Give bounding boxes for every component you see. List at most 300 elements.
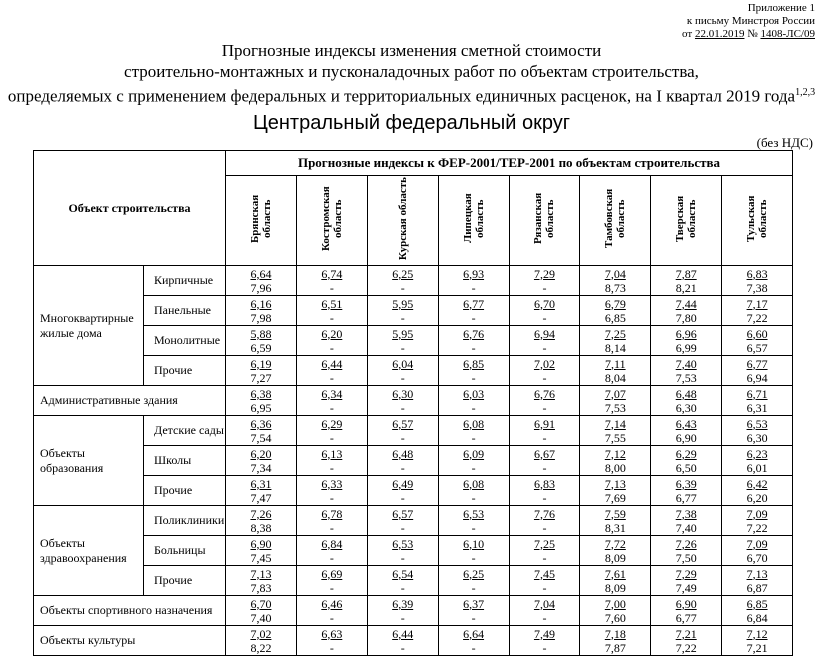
ter-index: - [329, 280, 334, 295]
table-row [34, 296, 793, 326]
fer-index: 6,85 [746, 596, 768, 611]
ter-index: 7,50 [675, 550, 697, 565]
ter-index: - [400, 550, 405, 565]
index-cell [580, 476, 651, 506]
ter-index: 8,22 [250, 640, 272, 655]
index-cell [651, 416, 722, 446]
index-cell [722, 356, 793, 386]
ter-index: - [400, 580, 405, 595]
fer-index: 6,77 [463, 296, 485, 311]
fer-index: 7,25 [533, 536, 555, 551]
ter-index: 8,31 [604, 520, 626, 535]
ter-index: 7,55 [604, 430, 626, 445]
index-cell [367, 596, 438, 626]
fer-index: 6,79 [604, 296, 626, 311]
ter-index: - [471, 430, 476, 445]
fer-index: 6,48 [675, 386, 697, 401]
ter-index: 7,21 [746, 640, 768, 655]
fer-index: 6,31 [250, 476, 272, 491]
ter-index: - [471, 370, 476, 385]
index-cell [722, 266, 793, 296]
fer-index: 7,87 [675, 266, 697, 281]
index-cell [367, 326, 438, 356]
index-cell [580, 356, 651, 386]
fer-index: 7,04 [604, 266, 626, 281]
index-cell [509, 536, 580, 566]
index-cell [580, 596, 651, 626]
ter-index: - [329, 430, 334, 445]
index-cell [438, 416, 509, 446]
index-cell [438, 326, 509, 356]
ter-index: - [329, 310, 334, 325]
region-header [722, 176, 793, 266]
ter-index: 7,53 [675, 370, 697, 385]
fer-index: 7,72 [604, 536, 626, 551]
subcategory-cell: Поликлиники [144, 506, 226, 536]
ter-index: - [542, 550, 547, 565]
ter-index: - [471, 400, 476, 415]
index-cell [580, 386, 651, 416]
index-cell [509, 416, 580, 446]
fer-index: 6,29 [675, 446, 697, 461]
ter-index: 7,38 [746, 280, 768, 295]
category-cell: Объекты культуры [34, 626, 226, 656]
index-cell [296, 296, 367, 326]
fer-index: 6,04 [392, 356, 414, 371]
index-cell [580, 326, 651, 356]
index-cell [438, 446, 509, 476]
index-cell [438, 386, 509, 416]
fer-index: 7,02 [533, 356, 555, 371]
fer-index: 6,53 [463, 506, 485, 521]
fer-index: 5,95 [392, 296, 414, 311]
annex-line2: к письму Минстроя России [686, 15, 815, 27]
index-cell [722, 476, 793, 506]
category-cell: Объекты спортивного назначения [34, 596, 226, 626]
index-cell [367, 476, 438, 506]
index-cell [509, 386, 580, 416]
ter-index: - [542, 310, 547, 325]
ter-index: 7,69 [604, 490, 626, 505]
fer-index: 6,78 [321, 506, 343, 521]
table-row [34, 476, 793, 506]
index-cell [722, 536, 793, 566]
index-cell [296, 326, 367, 356]
ter-index: - [471, 460, 476, 475]
ter-index: - [400, 640, 405, 655]
ter-index: 7,40 [250, 610, 272, 625]
ter-index: 7,53 [604, 400, 626, 415]
fer-index: 6,64 [463, 626, 485, 641]
ter-index: - [471, 610, 476, 625]
fer-index: 6,83 [746, 266, 768, 281]
fer-index: 6,76 [533, 386, 555, 401]
ter-index: 8,04 [604, 370, 626, 385]
fer-index: 6,70 [533, 296, 555, 311]
index-cell [296, 536, 367, 566]
index-cell [367, 356, 438, 386]
index-cell [226, 296, 297, 326]
index-cell [722, 506, 793, 536]
fer-index: 7,21 [675, 626, 697, 641]
table-row [34, 596, 793, 626]
ter-index: 8,09 [604, 550, 626, 565]
index-cell [651, 476, 722, 506]
index-cell [296, 386, 367, 416]
fer-index: 7,59 [604, 506, 626, 521]
fer-index: 7,13 [604, 476, 626, 491]
annex-number: 1408-ЛС/09 [760, 28, 815, 40]
region-name: Курская область [396, 176, 409, 261]
ter-index: 7,54 [250, 430, 272, 445]
ter-index: - [329, 550, 334, 565]
region-header [509, 176, 580, 266]
region-name: Липецкая область [461, 193, 486, 244]
index-cell [651, 596, 722, 626]
ter-index: 6,84 [746, 610, 768, 625]
index-cell [226, 506, 297, 536]
title-line3: определяемых с применением федеральных и территориальных единичных расценок, на I квартал 2019 года$^{1,2,3}$ [7, 86, 816, 106]
ter-index: 6,20 [746, 490, 768, 505]
index-cell [367, 626, 438, 656]
ter-index: 7,96 [250, 280, 272, 295]
fer-index: 6,91 [533, 416, 555, 431]
ter-index: - [400, 310, 405, 325]
fer-index: 7,29 [675, 566, 697, 581]
index-cell [367, 566, 438, 596]
fer-index: 7,13 [250, 566, 272, 581]
category-cell: Административные здания [34, 386, 226, 416]
index-cell [296, 626, 367, 656]
fer-index: 6,94 [533, 326, 555, 341]
index-cell [296, 596, 367, 626]
index-cell [580, 626, 651, 656]
index-cell [226, 446, 297, 476]
ter-index: 7,45 [250, 550, 272, 565]
ter-index: - [542, 340, 547, 355]
region-name: Тульская область [745, 195, 770, 242]
index-cell [296, 446, 367, 476]
subcategory-cell: Прочие [144, 476, 226, 506]
fer-index: 7,38 [675, 506, 697, 521]
ter-index: - [400, 520, 405, 535]
index-cell [509, 506, 580, 536]
ter-index: 6,70 [746, 550, 768, 565]
index-cell [722, 626, 793, 656]
ter-index: 8,00 [604, 460, 626, 475]
annex-line3: от 22.01.2019 № 1408-ЛС/09 [682, 28, 815, 40]
region-name: Тамбовская область [603, 188, 628, 249]
ter-index: 6,77 [675, 490, 697, 505]
index-cell [226, 356, 297, 386]
ter-index: 6,57 [746, 340, 768, 355]
index-cell [651, 296, 722, 326]
fer-index: 6,19 [250, 356, 272, 371]
fer-index: 6,57 [392, 416, 414, 431]
fer-index: 6,77 [746, 356, 768, 371]
table-row [34, 566, 793, 596]
index-cell [509, 596, 580, 626]
fer-index: 7,45 [533, 566, 555, 581]
table-row [34, 326, 793, 356]
fer-index: 6,49 [392, 476, 414, 491]
fer-index: 7,26 [250, 506, 272, 521]
index-cell [226, 416, 297, 446]
table-row [34, 356, 793, 386]
fer-index: 6,42 [746, 476, 768, 491]
table-row [34, 536, 793, 566]
index-cell [651, 446, 722, 476]
region-header [651, 176, 722, 266]
fer-index: 7,13 [746, 566, 768, 581]
index-cell [226, 476, 297, 506]
fer-index: 7,17 [746, 296, 768, 311]
index-cell [226, 536, 297, 566]
fer-index: 6,64 [250, 266, 272, 281]
fer-index: 5,88 [250, 326, 272, 341]
index-cell [722, 296, 793, 326]
annex-line1: Приложение 1 [747, 2, 815, 14]
ter-index: - [329, 340, 334, 355]
index-cell [226, 566, 297, 596]
ter-index: - [542, 520, 547, 535]
index-cell [580, 506, 651, 536]
ter-index: 6,90 [675, 430, 697, 445]
index-cell [651, 326, 722, 356]
ter-index: 6,95 [250, 400, 272, 415]
fer-index: 6,23 [746, 446, 768, 461]
fer-index: 6,36 [250, 416, 272, 431]
index-cell [651, 566, 722, 596]
subcategory-cell: Больницы [144, 536, 226, 566]
fer-index: 6,57 [392, 506, 414, 521]
index-cell [296, 506, 367, 536]
index-cell [722, 566, 793, 596]
fer-index: 6,16 [250, 296, 272, 311]
fer-index: 6,37 [463, 596, 485, 611]
fer-index: 6,39 [392, 596, 414, 611]
index-cell [226, 326, 297, 356]
index-cell [367, 416, 438, 446]
index-cell [438, 356, 509, 386]
fer-index: 6,76 [463, 326, 485, 341]
fer-index: 6,96 [675, 326, 697, 341]
ter-index: 6,94 [746, 370, 768, 385]
fer-index: 6,83 [533, 476, 555, 491]
index-cell [722, 326, 793, 356]
ter-index: - [329, 520, 334, 535]
fer-index: 6,84 [321, 536, 343, 551]
ter-index: 7,34 [250, 460, 272, 475]
subcategory-cell: Школы [144, 446, 226, 476]
fer-index: 7,12 [746, 626, 768, 641]
fer-index: 6,30 [392, 386, 414, 401]
fer-index: 6,60 [746, 326, 768, 341]
ter-index: - [471, 550, 476, 565]
ter-index: 8,73 [604, 280, 626, 295]
fer-index: 6,48 [392, 446, 414, 461]
ter-index: 7,98 [250, 310, 272, 325]
ter-index: - [542, 610, 547, 625]
ter-index: - [471, 520, 476, 535]
district-heading: Центральный федеральный округ [252, 112, 571, 134]
annex-date: 22.01.2019 [694, 28, 745, 40]
ter-index: - [542, 400, 547, 415]
fer-index: 7,18 [604, 626, 626, 641]
fer-index: 6,70 [250, 596, 272, 611]
fer-index: 6,53 [392, 536, 414, 551]
fer-index: 7,44 [675, 296, 697, 311]
nds-note: (без НДС) [756, 135, 813, 150]
fer-index: 6,20 [321, 326, 343, 341]
ter-index: 7,40 [675, 520, 697, 535]
index-cell [651, 386, 722, 416]
region-name: Рязанская область [532, 192, 557, 245]
fer-index: 7,40 [675, 356, 697, 371]
index-cell [509, 326, 580, 356]
ter-index: - [400, 280, 405, 295]
region-header [226, 176, 297, 266]
ter-index: - [329, 610, 334, 625]
index-cell [367, 386, 438, 416]
table-row [34, 446, 793, 476]
table-row [34, 386, 793, 416]
fer-index: 5,95 [392, 326, 414, 341]
title-footnote-refs: 1,2,3 [795, 87, 816, 98]
table-row [34, 506, 793, 536]
table-row [34, 416, 793, 446]
index-cell [509, 476, 580, 506]
fer-index: 7,14 [604, 416, 626, 431]
index-cell [651, 356, 722, 386]
fer-index: 7,09 [746, 506, 768, 521]
index-cell [438, 266, 509, 296]
index-cell [722, 596, 793, 626]
ter-index: 7,80 [675, 310, 697, 325]
ter-index: 8,09 [604, 580, 626, 595]
index-cell [651, 506, 722, 536]
ter-index: - [329, 460, 334, 475]
index-cell [651, 626, 722, 656]
ter-index: 7,22 [746, 310, 768, 325]
fer-index: 7,09 [746, 536, 768, 551]
ter-index: - [329, 490, 334, 505]
ter-index: 6,87 [746, 580, 768, 595]
ter-index: - [471, 640, 476, 655]
index-cell [722, 386, 793, 416]
ter-index: 7,22 [746, 520, 768, 535]
fer-index: 7,04 [533, 596, 555, 611]
fer-index: 6,29 [321, 416, 343, 431]
fer-index: 6,08 [463, 416, 485, 431]
region-header [296, 176, 367, 266]
ter-index: - [542, 460, 547, 475]
fer-index: 6,34 [321, 386, 343, 401]
fer-index: 6,20 [250, 446, 272, 461]
ter-index: - [542, 640, 547, 655]
fer-index: 7,49 [533, 626, 555, 641]
index-cell [226, 626, 297, 656]
forecast-header: Прогнозные индексы к ФЕР-2001/ТЕР-2001 по объектам строительства [226, 151, 793, 176]
index-cell [509, 356, 580, 386]
fer-index: 6,43 [675, 416, 697, 431]
fer-index: 6,25 [463, 566, 485, 581]
index-cell [580, 446, 651, 476]
index-cell [438, 296, 509, 326]
fer-index: 6,13 [321, 446, 343, 461]
ter-index: - [329, 370, 334, 385]
fer-index: 7,12 [604, 446, 626, 461]
ter-index: 6,30 [675, 400, 697, 415]
ter-index: - [329, 580, 334, 595]
index-cell [296, 356, 367, 386]
fer-index: 6,53 [746, 416, 768, 431]
ter-index: - [400, 370, 405, 385]
index-cell [367, 266, 438, 296]
ter-index: - [400, 490, 405, 505]
index-cell [580, 566, 651, 596]
subcategory-cell: Прочие [144, 566, 226, 596]
index-cell [438, 596, 509, 626]
index-cell [580, 536, 651, 566]
ter-index: 7,83 [250, 580, 272, 595]
category-cell: Объекты здравоохранения [34, 506, 144, 596]
ter-index: 6,99 [675, 340, 697, 355]
index-cell [580, 266, 651, 296]
fer-index: 6,67 [533, 446, 555, 461]
fer-index: 6,10 [463, 536, 485, 551]
fer-index: 6,90 [250, 536, 272, 551]
index-cell [509, 446, 580, 476]
ter-index: - [542, 430, 547, 445]
index-cell [438, 626, 509, 656]
ter-index: 7,27 [250, 370, 272, 385]
index-cell [580, 416, 651, 446]
ter-index: 6,50 [675, 460, 697, 475]
ter-index: 7,60 [604, 610, 626, 625]
fer-index: 6,39 [675, 476, 697, 491]
ter-index: - [542, 280, 547, 295]
ter-index: - [471, 490, 476, 505]
index-cell [509, 266, 580, 296]
ter-index: 7,47 [250, 490, 272, 505]
fer-index: 6,44 [321, 356, 343, 371]
ter-index: - [471, 340, 476, 355]
title-line2: строительно-монтажных и пусконаладочных работ по объектам строительства, [124, 62, 699, 81]
index-cell [509, 626, 580, 656]
subcategory-cell: Кирпичные [144, 266, 226, 296]
ter-index: - [400, 430, 405, 445]
index-cell [367, 536, 438, 566]
fer-index: 7,76 [533, 506, 555, 521]
ter-index: - [400, 610, 405, 625]
ter-index: - [329, 400, 334, 415]
index-cell [367, 296, 438, 326]
index-cell [438, 536, 509, 566]
ter-index: 7,49 [675, 580, 697, 595]
ter-index: 6,85 [604, 310, 626, 325]
fer-index: 6,03 [463, 386, 485, 401]
ter-index: - [542, 580, 547, 595]
subcategory-cell: Прочие [144, 356, 226, 386]
document-title [0, 40, 823, 107]
ter-index: 6,59 [250, 340, 272, 355]
fer-index: 6,93 [463, 266, 485, 281]
index-table [33, 150, 793, 656]
category-cell: Объекты образования [34, 416, 144, 506]
subcategory-cell: Панельные [144, 296, 226, 326]
ter-index: - [471, 580, 476, 595]
